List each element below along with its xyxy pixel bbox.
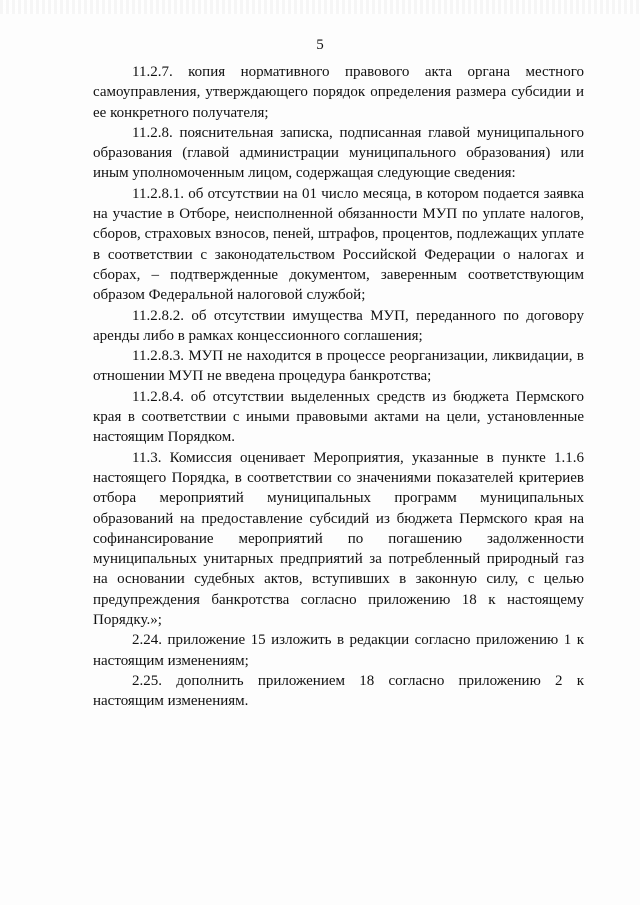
paragraph-11-3: 11.3. Комиссия оценивает Мероприятия, указанные в пункте 1.1.6 настоящего Порядка, в соответствии со значениями показателей критериев отбора мероприятий муниципальных программ муниципальных образований на предоставление субсидий из бюджета Пермского края на софинансирование мероприятий по погашению задолженности муниципальных унитарных предприятий за потребленный природный газ на основании судебных актов, вступивших в законную силу, с целью предупреждения банкротства согласно приложению 18 к настоящему Порядку.»; [93,449,584,629]
paragraph-2-24: 2.24. приложение 15 изложить в редакции согласно приложению 1 к настоящим изменениям; [93,632,584,669]
page-number: 5 [316,37,324,53]
document-body [93,62,584,712]
paragraph-2-25: 2.25. дополнить приложением 18 согласно приложению 2 к настоящим изменениям. [93,672,584,710]
paragraph-11-2-8-2: 11.2.8.2. об отсутствии имущества МУП, переданного по договору аренды либо в рамках концессионного соглашения; [93,307,584,344]
paragraph-11-2-8-4: 11.2.8.4. об отсутствии выделенных средств из бюджета Пермского края в соответствии с иными правовыми актами на цели, установленные настоящим Порядком. [93,388,584,446]
paragraph-11-2-7: 11.2.7. копия нормативного правового акта органа местного самоуправления, утверждающего порядок определения размера субсидии и ее конкретного получателя; [93,64,584,121]
paragraph-11-2-8-3: 11.2.8.3. МУП не находится в процессе реорганизации, ликвидации, в отношении МУП не введена процедура банкротства; [93,348,584,385]
scan-edge [0,0,640,14]
paragraph-11-2-8: 11.2.8. пояснительная записка, подписанная главой муниципального образования (главой администрации муниципального образования) или иным уполномоченным лицом, содержащая следующие сведения: [93,124,584,182]
paragraph-11-2-8-1: 11.2.8.1. об отсутствии на 01 число месяца, в котором подается заявка на участие в Отборе, неисполненной обязанности МУП по уплате налогов, сборов, страховых взносов, пеней, штрафов, процентов, подлежащих уплате в соответствии с законодательством Российской Федерации о налогах и сборах, – подтвержденные документом, заверенным соответствующим образом Федеральной налоговой службой; [93,185,584,304]
